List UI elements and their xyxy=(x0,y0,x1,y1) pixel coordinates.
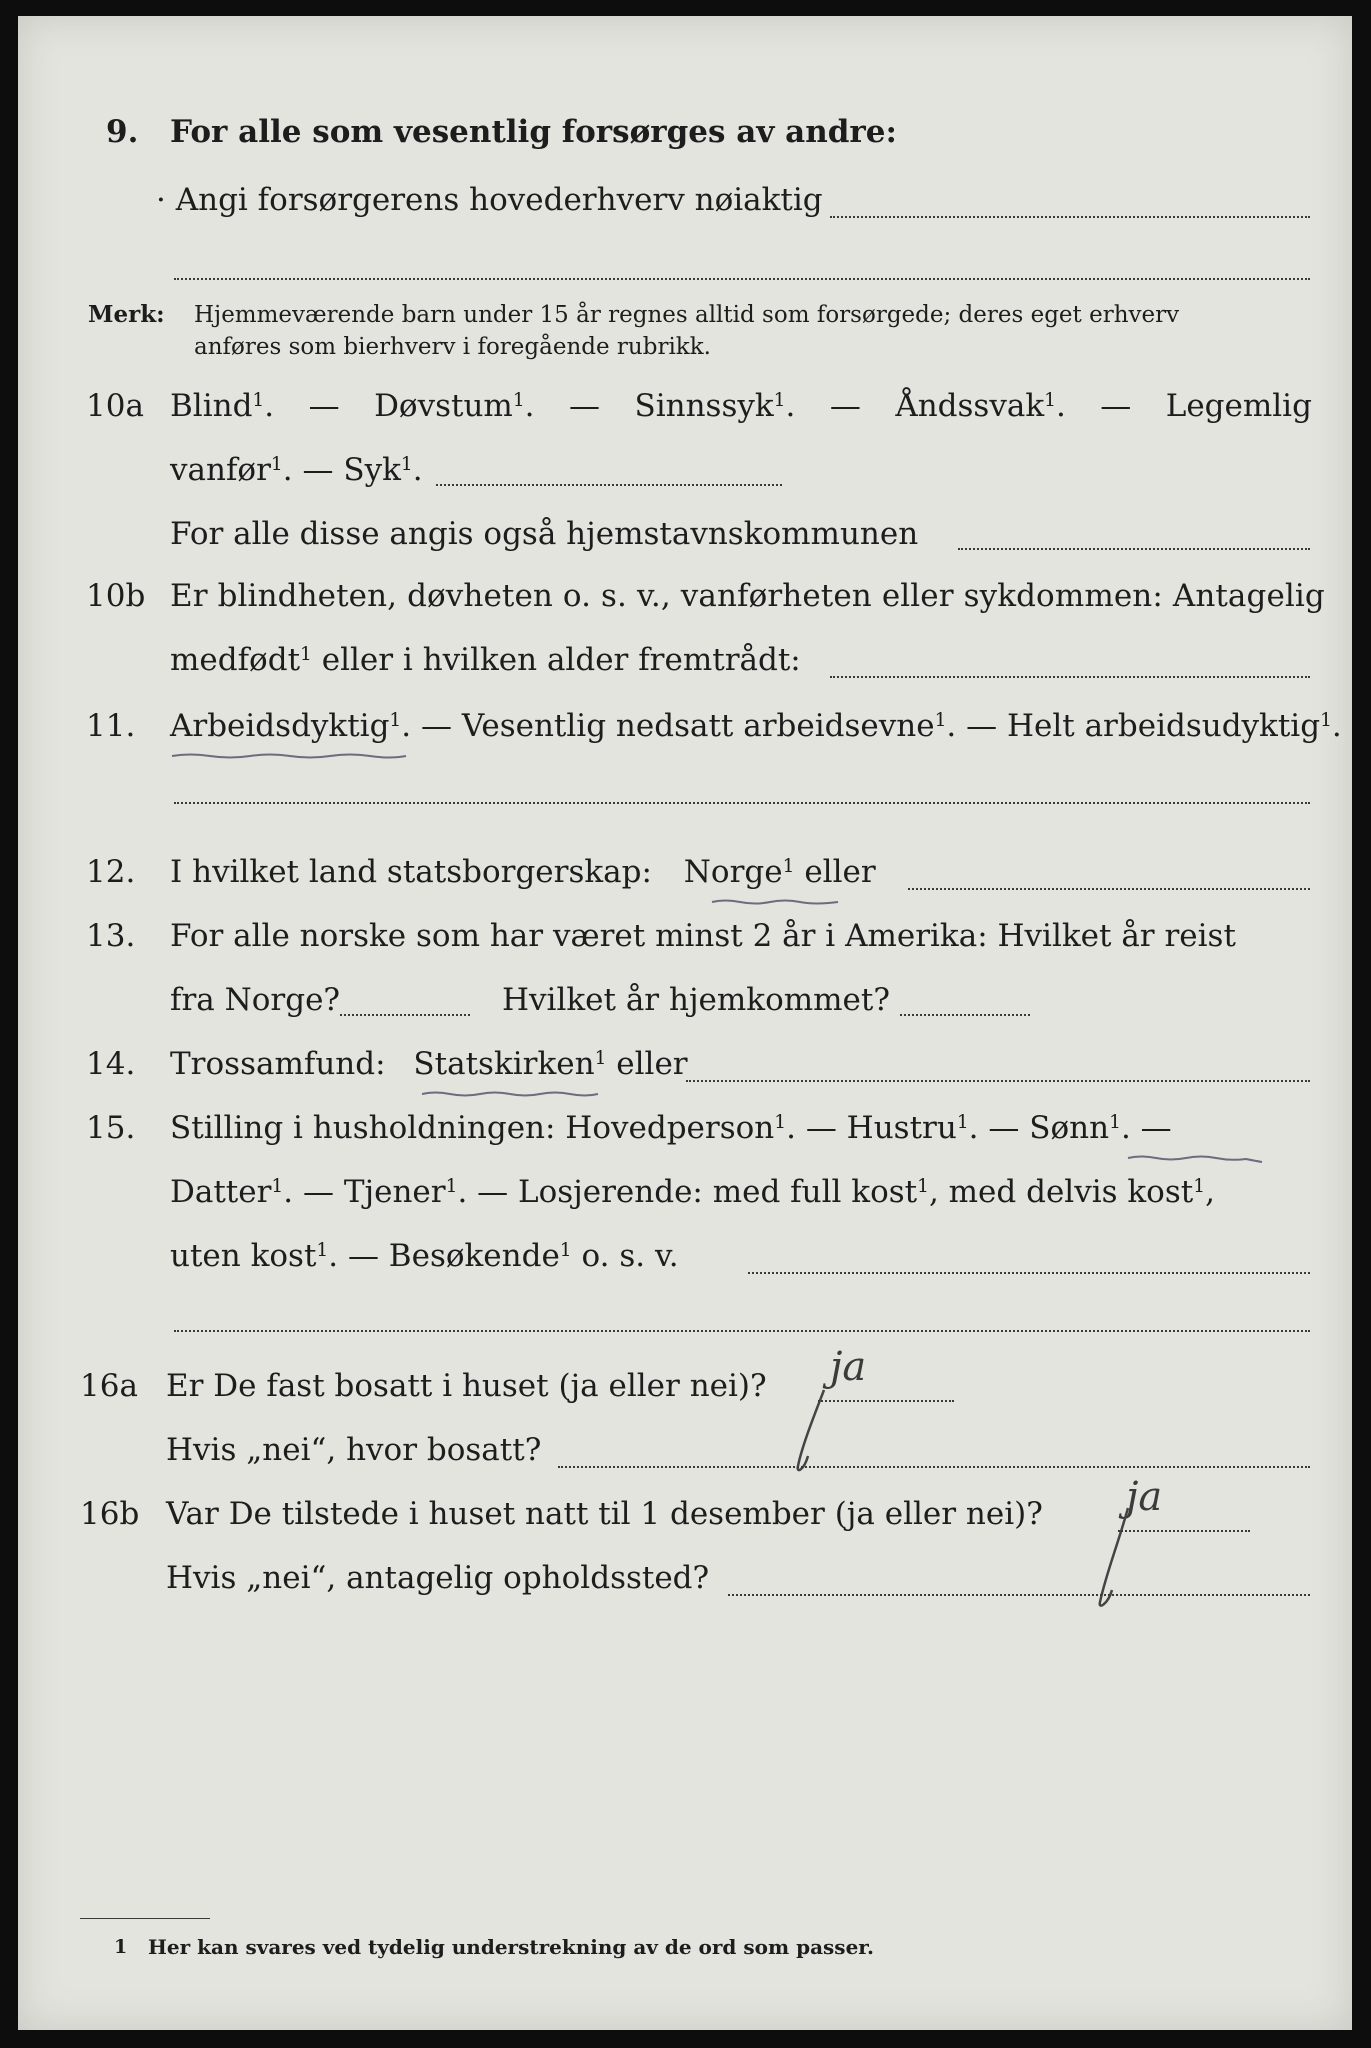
q12-line xyxy=(170,852,876,892)
q10a-number: 10a xyxy=(86,388,144,424)
merk-line2: anføres som bierhverv i foregående rubrikk. xyxy=(194,334,711,360)
option-syk[interactable]: — Syk$^1$. xyxy=(302,452,423,488)
option-hovedperson[interactable]: Stilling i husholdningen: Hovedperson$^1$ xyxy=(170,1110,787,1146)
q9-line2-text: Angi forsørgerens hovederhverv nøiaktig xyxy=(175,182,823,218)
q11-line: Arbeidsdyktig$^1$. — Vesentlig nedsatt arbeidsevne$^1$. — Helt arbeidsudyktig$^1$. xyxy=(170,708,1342,744)
option-udyktig[interactable]: . — Helt arbeidsudyktig$^1$ xyxy=(946,708,1332,744)
footnote-rule xyxy=(80,1918,210,1919)
option-andssvak[interactable]: Åndssvak$^1$. xyxy=(895,388,1066,424)
q16b-handwriting-stroke xyxy=(1078,1504,1148,1614)
arbeidsdyktig-underline xyxy=(170,752,408,760)
q14-answer-line[interactable] xyxy=(686,1080,1310,1082)
q12-answer-line[interactable] xyxy=(908,888,1310,890)
q16b-answer-line[interactable] xyxy=(1118,1530,1250,1532)
option-sinnssyk[interactable]: Sinnssyk$^1$. xyxy=(634,388,796,424)
merk-label: Merk: xyxy=(88,301,165,328)
option-statskirken[interactable]: Statskirken$^1$ xyxy=(413,1046,607,1082)
q16a-handwritten-answer: ja xyxy=(830,1344,867,1390)
q11-number: 11. xyxy=(86,708,136,744)
option-sonn[interactable]: Sønn$^1$ xyxy=(1029,1110,1121,1146)
q16a-line2: Hvis „nei“, hvor bosatt? xyxy=(166,1432,542,1468)
q10b-line2 xyxy=(170,640,801,680)
q16b-line1: Var De tilstede i huset natt til 1 desember (ja eller nei)? xyxy=(166,1496,1043,1532)
q14-line xyxy=(170,1044,688,1084)
q10a-hjemstavn-line[interactable] xyxy=(958,548,1310,550)
q16b-opholdssted-line[interactable] xyxy=(728,1594,1310,1596)
q10b-number: 10b xyxy=(86,578,146,614)
q13-line2b: Hvilket år hjemkommet? xyxy=(502,982,890,1018)
q9-number: 9. xyxy=(106,114,139,150)
q15-line3: uten kost$^1$. — Besøkende$^1$ o. s. v. xyxy=(170,1238,679,1274)
q16a-bosatt-line[interactable] xyxy=(558,1466,1310,1468)
q9-answer-line-2[interactable] xyxy=(174,278,1310,280)
q9-answer-line[interactable] xyxy=(830,216,1310,218)
dash: — xyxy=(308,388,340,424)
option-full-kost[interactable]: . — Losjerende: med full kost$^1$ xyxy=(457,1174,929,1210)
q15-line2: Datter$^1$. — Tjener$^1$. — Losjerende: med full kost$^1$, med delvis kost$^1$, xyxy=(170,1174,1215,1210)
q12-tail: eller xyxy=(804,854,876,890)
norge-underline xyxy=(710,898,842,906)
q9-line2: · Angi forsørgerens hovederhverv nøiaktig xyxy=(156,182,823,218)
q16b-handwritten-answer: ja xyxy=(1126,1474,1163,1520)
option-uten-kost[interactable]: uten kost$^1$ xyxy=(170,1238,329,1274)
q15-answer-line-2[interactable] xyxy=(174,1330,1310,1332)
census-form-page xyxy=(18,16,1352,2030)
q13-number: 13. xyxy=(86,918,136,954)
q14-text: Trossamfund: xyxy=(170,1046,386,1082)
sonn-underline xyxy=(1126,1154,1266,1164)
q13-reist-line[interactable] xyxy=(340,1014,470,1016)
q16a-line1: Er De fast bosatt i huset (ja eller nei)? xyxy=(166,1368,767,1404)
q11-answer-line[interactable] xyxy=(174,802,1310,804)
q10a-syk-line[interactable] xyxy=(436,484,782,486)
footnote-mark: 1 xyxy=(114,1936,128,1958)
q9-heading: For alle som vesentlig forsørges av andre: xyxy=(170,114,897,150)
option-dovstum[interactable]: Døvstum$^1$. xyxy=(374,388,535,424)
q16a-number: 16a xyxy=(80,1368,138,1404)
option-besokende[interactable]: . — Besøkende$^1$ xyxy=(328,1238,572,1274)
q10b-line2-text: eller i hvilken alder fremtrådt: xyxy=(321,642,801,678)
option-datter[interactable]: Datter$^1$ xyxy=(170,1174,284,1210)
option-tjener[interactable]: . — Tjener$^1$ xyxy=(283,1174,458,1210)
statskirken-underline xyxy=(420,1090,602,1098)
merk-line1: Hjemmeværende barn under 15 år regnes alltid som forsørgede; deres eget erhverv xyxy=(194,302,1180,328)
option-delvis-kost[interactable]: , med delvis kost$^1$ xyxy=(928,1174,1206,1210)
q16a-answer-line[interactable] xyxy=(818,1400,954,1402)
option-arbeidsdyktig[interactable]: Arbeidsdyktig$^1$ xyxy=(170,708,402,744)
q16b-line2: Hvis „nei“, antagelig opholdssted? xyxy=(166,1560,710,1596)
option-nedsatt[interactable]: . — Vesentlig nedsatt arbeidsevne$^1$ xyxy=(401,708,947,744)
q15-number: 15. xyxy=(86,1110,136,1146)
option-norge[interactable]: Norge$^1$ xyxy=(683,854,795,890)
option-blind[interactable]: Blind$^1$. xyxy=(170,388,275,424)
q13-hjemkommet-line[interactable] xyxy=(900,1014,1030,1016)
q12-number: 12. xyxy=(86,854,136,890)
q10a-line1 xyxy=(170,386,1312,426)
q14-tail: eller xyxy=(616,1046,688,1082)
q15-line1: Stilling i husholdningen: Hovedperson$^1$. — Hustru$^1$. — Sønn$^1$. — xyxy=(170,1110,1172,1146)
q14-number: 14. xyxy=(86,1046,136,1082)
q10a-line2 xyxy=(170,450,423,490)
q10b-answer-line[interactable] xyxy=(830,676,1310,678)
q13-line1: For alle norske som har været minst 2 år i Amerika: Hvilket år reist xyxy=(170,918,1236,954)
q16b-number: 16b xyxy=(80,1496,140,1532)
option-vanfor[interactable]: vanfør$^1$. xyxy=(170,452,293,488)
footnote-text: Her kan svares ved tydelig understrekning av de ord som passer. xyxy=(148,1935,874,1959)
option-hustru[interactable]: . — Hustru$^1$ xyxy=(786,1110,969,1146)
q10a-line3: For alle disse angis også hjemstavnskommunen xyxy=(170,516,919,552)
option-medfodt[interactable]: medfødt$^1$ xyxy=(170,642,312,678)
dash: — xyxy=(829,388,861,424)
q15-answer-line[interactable] xyxy=(748,1272,1310,1274)
q13-line2a: fra Norge? xyxy=(170,982,341,1018)
dash: — xyxy=(1100,388,1132,424)
dash: — xyxy=(569,388,600,424)
q10b-line1: Er blindheten, døvheten o. s. v., vanførheten eller sykdommen: Antagelig xyxy=(170,578,1325,614)
option-legemlig[interactable]: Legemlig xyxy=(1165,388,1312,424)
q12-text: I hvilket land statsborgerskap: xyxy=(170,854,652,890)
